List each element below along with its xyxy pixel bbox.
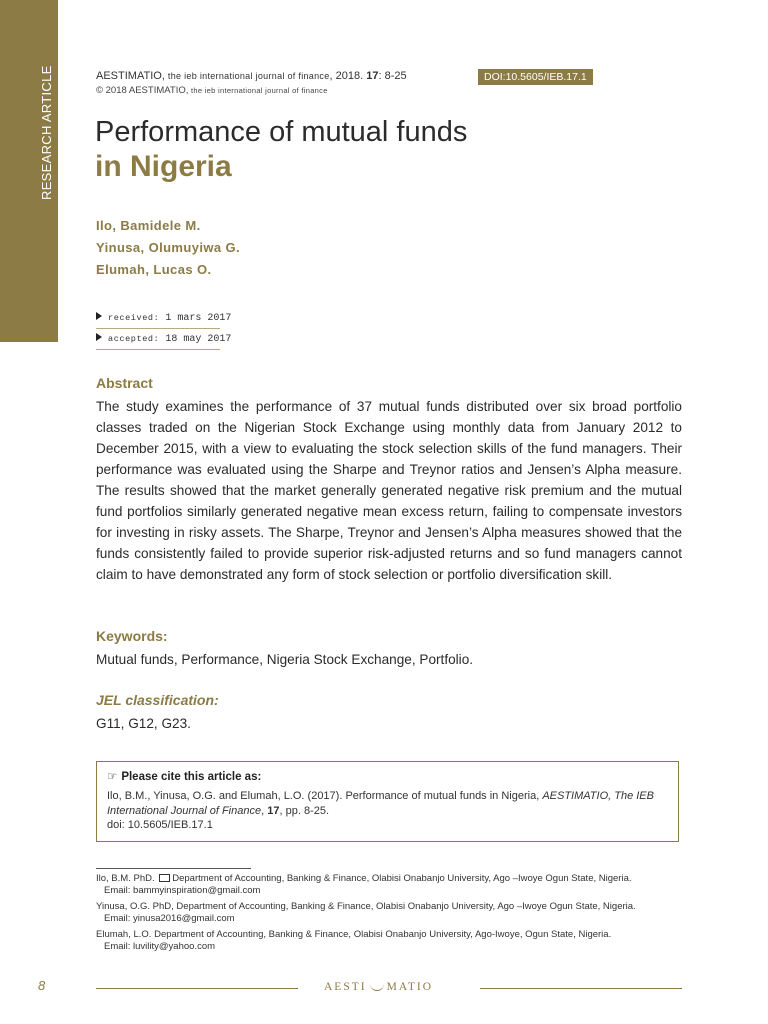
received-label: received: — [108, 313, 160, 323]
jel-text: G11, G12, G23. — [96, 716, 191, 731]
triangle-bullet-icon — [96, 312, 102, 320]
copyright-subtitle: the ieb international journal of finance — [191, 86, 328, 95]
pointing-hand-icon: ☞ — [107, 771, 118, 783]
envelope-icon — [159, 874, 170, 882]
footnote-email[interactable]: Email: yinusa2016@gmail.com — [104, 913, 235, 924]
article-title-line1: Performance of mutual funds — [95, 116, 468, 148]
cite-heading-row — [107, 769, 261, 783]
author-footnotes — [96, 873, 696, 957]
abstract-heading: Abstract — [96, 375, 153, 391]
footer-rule-right — [480, 988, 682, 989]
footnote-affiliation: Elumah, L.O. Department of Accounting, Banking & Finance, Olabisi Onabanjo University, Ago-Iwoye, Ogun State, Nigeria. — [96, 929, 612, 940]
journal-pages: : 8-25 — [378, 70, 407, 82]
keywords-heading: Keywords: — [96, 628, 168, 644]
cite-heading: Please cite this article as: — [121, 771, 262, 783]
footnote-email[interactable]: Email: luvility@yahoo.com — [104, 941, 216, 952]
article-dates — [96, 310, 232, 352]
cite-pages: , pp. 8-25. — [279, 804, 330, 817]
author-list — [96, 215, 240, 281]
footnote-email[interactable]: Email: bammyinspiration@gmail.com — [104, 885, 261, 896]
triangle-bullet-icon — [96, 333, 102, 341]
footnote-affiliation: Department of Accounting, Banking & Finance, Olabisi Onabanjo University, Ago –Iwoye Ogun State, Nigeria. — [172, 873, 632, 884]
cite-volume: 17 — [267, 804, 280, 817]
accepted-label: accepted: — [108, 334, 160, 344]
author-name: Ilo, Bamidele M. — [96, 218, 201, 233]
keywords-text: Mutual funds, Performance, Nigeria Stock Exchange, Portfolio. — [96, 652, 474, 667]
article-type-label: RESEARCH ARTICLE — [39, 65, 54, 200]
abstract-text: The study examines the performance of 37 mutual funds distributed over six broad portfolio classes traded on the Nigerian Stock Exchange using monthly data from January 2012 to December 2015, with a view to evaluating the stock selection skills of the fund managers. Their performance was evaluated using the Sharpe and Treynor ratios and Jensen’s Alpha measure. The results showed that the market generally generated negative risk premium and the mutual fund portfolios similarly generated negative mean excess return, failing to compensate investors for investing in risky assets. The Sharpe, Treynor and Jensen’s Alpha measures showed that the funds consistently failed to provide superior risk-adjusted returns and so fund managers cannot claim to have demonstrated any form of stock selection or portfolio diversification skill. — [96, 399, 682, 582]
cite-journal: AESTIMATIO, The IEB International Journal of Finance — [107, 790, 654, 817]
copyright-line — [96, 85, 328, 96]
journal-name: AESTIMATIO, — [96, 70, 165, 82]
copyright-prefix: © 2018 AESTIMATIO, — [96, 85, 189, 96]
logo-text-right: MATIO — [386, 981, 434, 993]
received-value: 1 mars 2017 — [165, 313, 232, 324]
footnote — [96, 901, 696, 925]
footnote — [96, 929, 696, 953]
accepted-date — [96, 331, 232, 350]
jel-heading: JEL classification: — [96, 692, 219, 708]
journal-logo — [324, 980, 456, 996]
footnote-affiliation: Yinusa, O.G. PhD, Department of Accounting, Banking & Finance, Olabisi Onabanjo University, Ago –Iwoye Ogun State, Nigeria. — [96, 901, 636, 912]
author-name: Elumah, Lucas O. — [96, 262, 212, 277]
article-title-line2: in Nigeria — [95, 150, 232, 183]
cite-authors: Ilo, B.M., Yinusa, O.G. and Elumah, L.O. (2017). Performance of mutual funds in Nigeria, — [107, 790, 543, 802]
journal-year: , 2018. — [329, 70, 364, 82]
journal-subtitle: the ieb international journal of finance — [167, 71, 330, 81]
cite-separator: , — [261, 804, 268, 817]
journal-volume: 17 — [366, 70, 379, 82]
footnote-author: Ilo, B.M. PhD. — [96, 873, 158, 884]
doi-badge[interactable]: DOI:10.5605/IEB.17.1 — [478, 69, 593, 85]
accepted-value: 18 may 2017 — [165, 334, 232, 345]
author-name: Yinusa, Olumuyiwa G. — [96, 240, 241, 255]
logo-text-left: AESTI — [324, 981, 367, 993]
footnote-divider — [96, 868, 251, 869]
page-number: 8 — [38, 978, 46, 993]
footer-rule-left — [96, 988, 298, 989]
footnote — [96, 873, 696, 897]
emblem-icon — [370, 980, 384, 991]
cite-doi[interactable]: doi: 10.5605/IEB.17.1 — [107, 819, 213, 831]
cite-reference — [107, 789, 672, 833]
cite-box — [96, 761, 679, 842]
received-date — [96, 310, 232, 329]
journal-citation-line — [96, 70, 407, 82]
